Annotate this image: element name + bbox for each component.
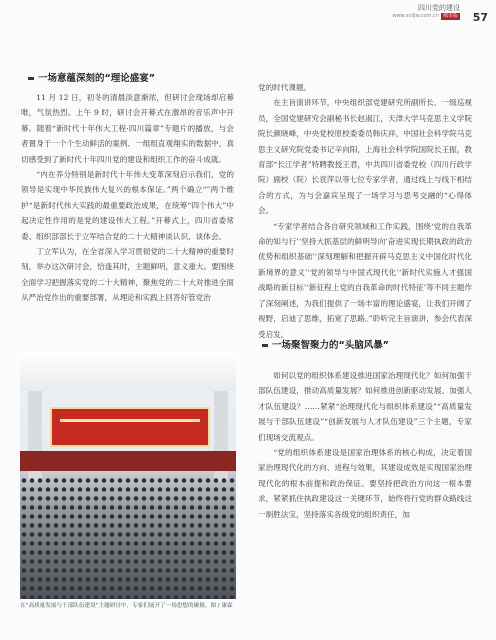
paragraph: 丁立军认为，在全省深入学习贯彻党的二十大精神的重要时刻，举办这次研讨会，恰逢其时，主题鲜明，意义重大。要围绕全面学习把握落实党的二十大精神，聚焦党的二十大对推进全面从严治党作出的重要部署，从理论和实践上回答好管党治 [21, 247, 234, 303]
edition-tag: 城市版 [442, 13, 458, 19]
paragraph: “党的组织体系建设是国家治理体系的核心构成，决定着国家治理现代化的方向、进程与效果，其建设成效是实现国家治理现代化的根本前提和政治保证。要坚持把政治方向这一根本要求，紧紧抓住执政建设这一关键环节，始终将行党的群众路线这一制胜法宝，坚持落实各级党的组织责任，加 [258, 448, 472, 519]
paragraph: “专家学者结合各自研究领域和工作实践，围绕‘党的自我革命的知与行’‘坚持大抓基层的鲜明导向’奋进实现长期执政的政治优势和组织基础’‘深刻理解和把握开辟马克思主义中国化时代化新境界的意义’‘党的领导与中国式现代化’‘新时代实施人才强国战略的新目标’‘新征程上党的自我革命的时代特征’等不同主题作了深刻阐述，为我们提供了一场丰富的理论盛宴，让我们开阔了视野，启迪了思维，拓宽了思路。”聆听完主旨演讲，参会代表深受启发。 [258, 221, 472, 339]
url-text: www.scdjw.com.cn [392, 13, 439, 19]
masthead [392, 4, 460, 20]
stage-banner [50, 407, 210, 447]
photo-ceiling [20, 351, 236, 391]
paragraph: “内在养分特别是新时代十年伟大变革深刻启示我们，党的领导是实现中华民族伟大复兴的根本保证。”两个确立“”两个维护“是新时代伟大实践的最重要政治成果，在统筹“四个伟大”中起决定性作用的是党的建设伟大工程。”开幕式上，四川省委常委、组织部部长于立军结合党的二十大精神谈认识、谈体会。 [21, 170, 234, 241]
right-column-bottom [258, 368, 472, 522]
audience-seating [20, 476, 236, 599]
paragraph: 在主旨演讲环节，中央组织部党建研究所副所长、一级巡视员，全国党建研究会副秘书长赵淑江，天津大学马克思主义学院院长颜晓峰，中央党校原校委委员韩庆祥，中国社会科学院马克思主义研究院党委书记辛向阳，上海社会科学院国院长王振，教育部“长江学者”特聘教授王君，中共四川省委党校（四川行政学院）副校（院）长袁萍以等七位专家学者，通过线上与线下相结合的方式，为与会嘉宾呈现了一场学习与思考交融的“心得体会。 [258, 98, 472, 216]
publication-url [392, 13, 460, 20]
conference-photo [20, 351, 236, 599]
paragraph: 党的时代课题。 [258, 83, 312, 92]
section-heading-brainstorm: 一场聚智聚力的“头脑风暴” [262, 340, 389, 352]
paragraph: 11 月 12 日，初冬的清晨淡意渐浓，但研讨会现场却启幕唯，气氛热烈。上午 9 时，研讨会开幕式在激昂的音乐声中开幕。随着“新时代十年伟大工程·四川篇章”专题片的播放，与会者置身于一个个生动鲜活的案例、一组组直观翔实的数据中，真切感受到了新时代十年四川党的建设和组织工作的奋斗成就。 [21, 93, 234, 164]
left-column [21, 90, 234, 306]
photo-caption: 在“高质量发展与干部队伍建设”主题研讨中，专家们展开了一场思想的碰撞。图 / 康霖 [20, 603, 233, 609]
publication-name: 四川党的建设 [418, 4, 460, 12]
paragraph: 如何以党的组织体系建设推进国家治理现代化？如何加强干部队伍建设，推动高质量发展？如何推进创新驱动发展、加强人才队伍建设？……紧紧“治理现代化与组织体系建设”“高质量发展与干部队伍建设”“创新发展与人才队伍建设”三个主题，专家们现场交流观点。 [258, 371, 472, 442]
section-heading-theory-feast: 一场意蕴深刻的“理论盛宴” [28, 73, 155, 85]
page-number: 57 [472, 11, 488, 24]
stage [20, 451, 236, 471]
right-column-top [258, 80, 472, 342]
